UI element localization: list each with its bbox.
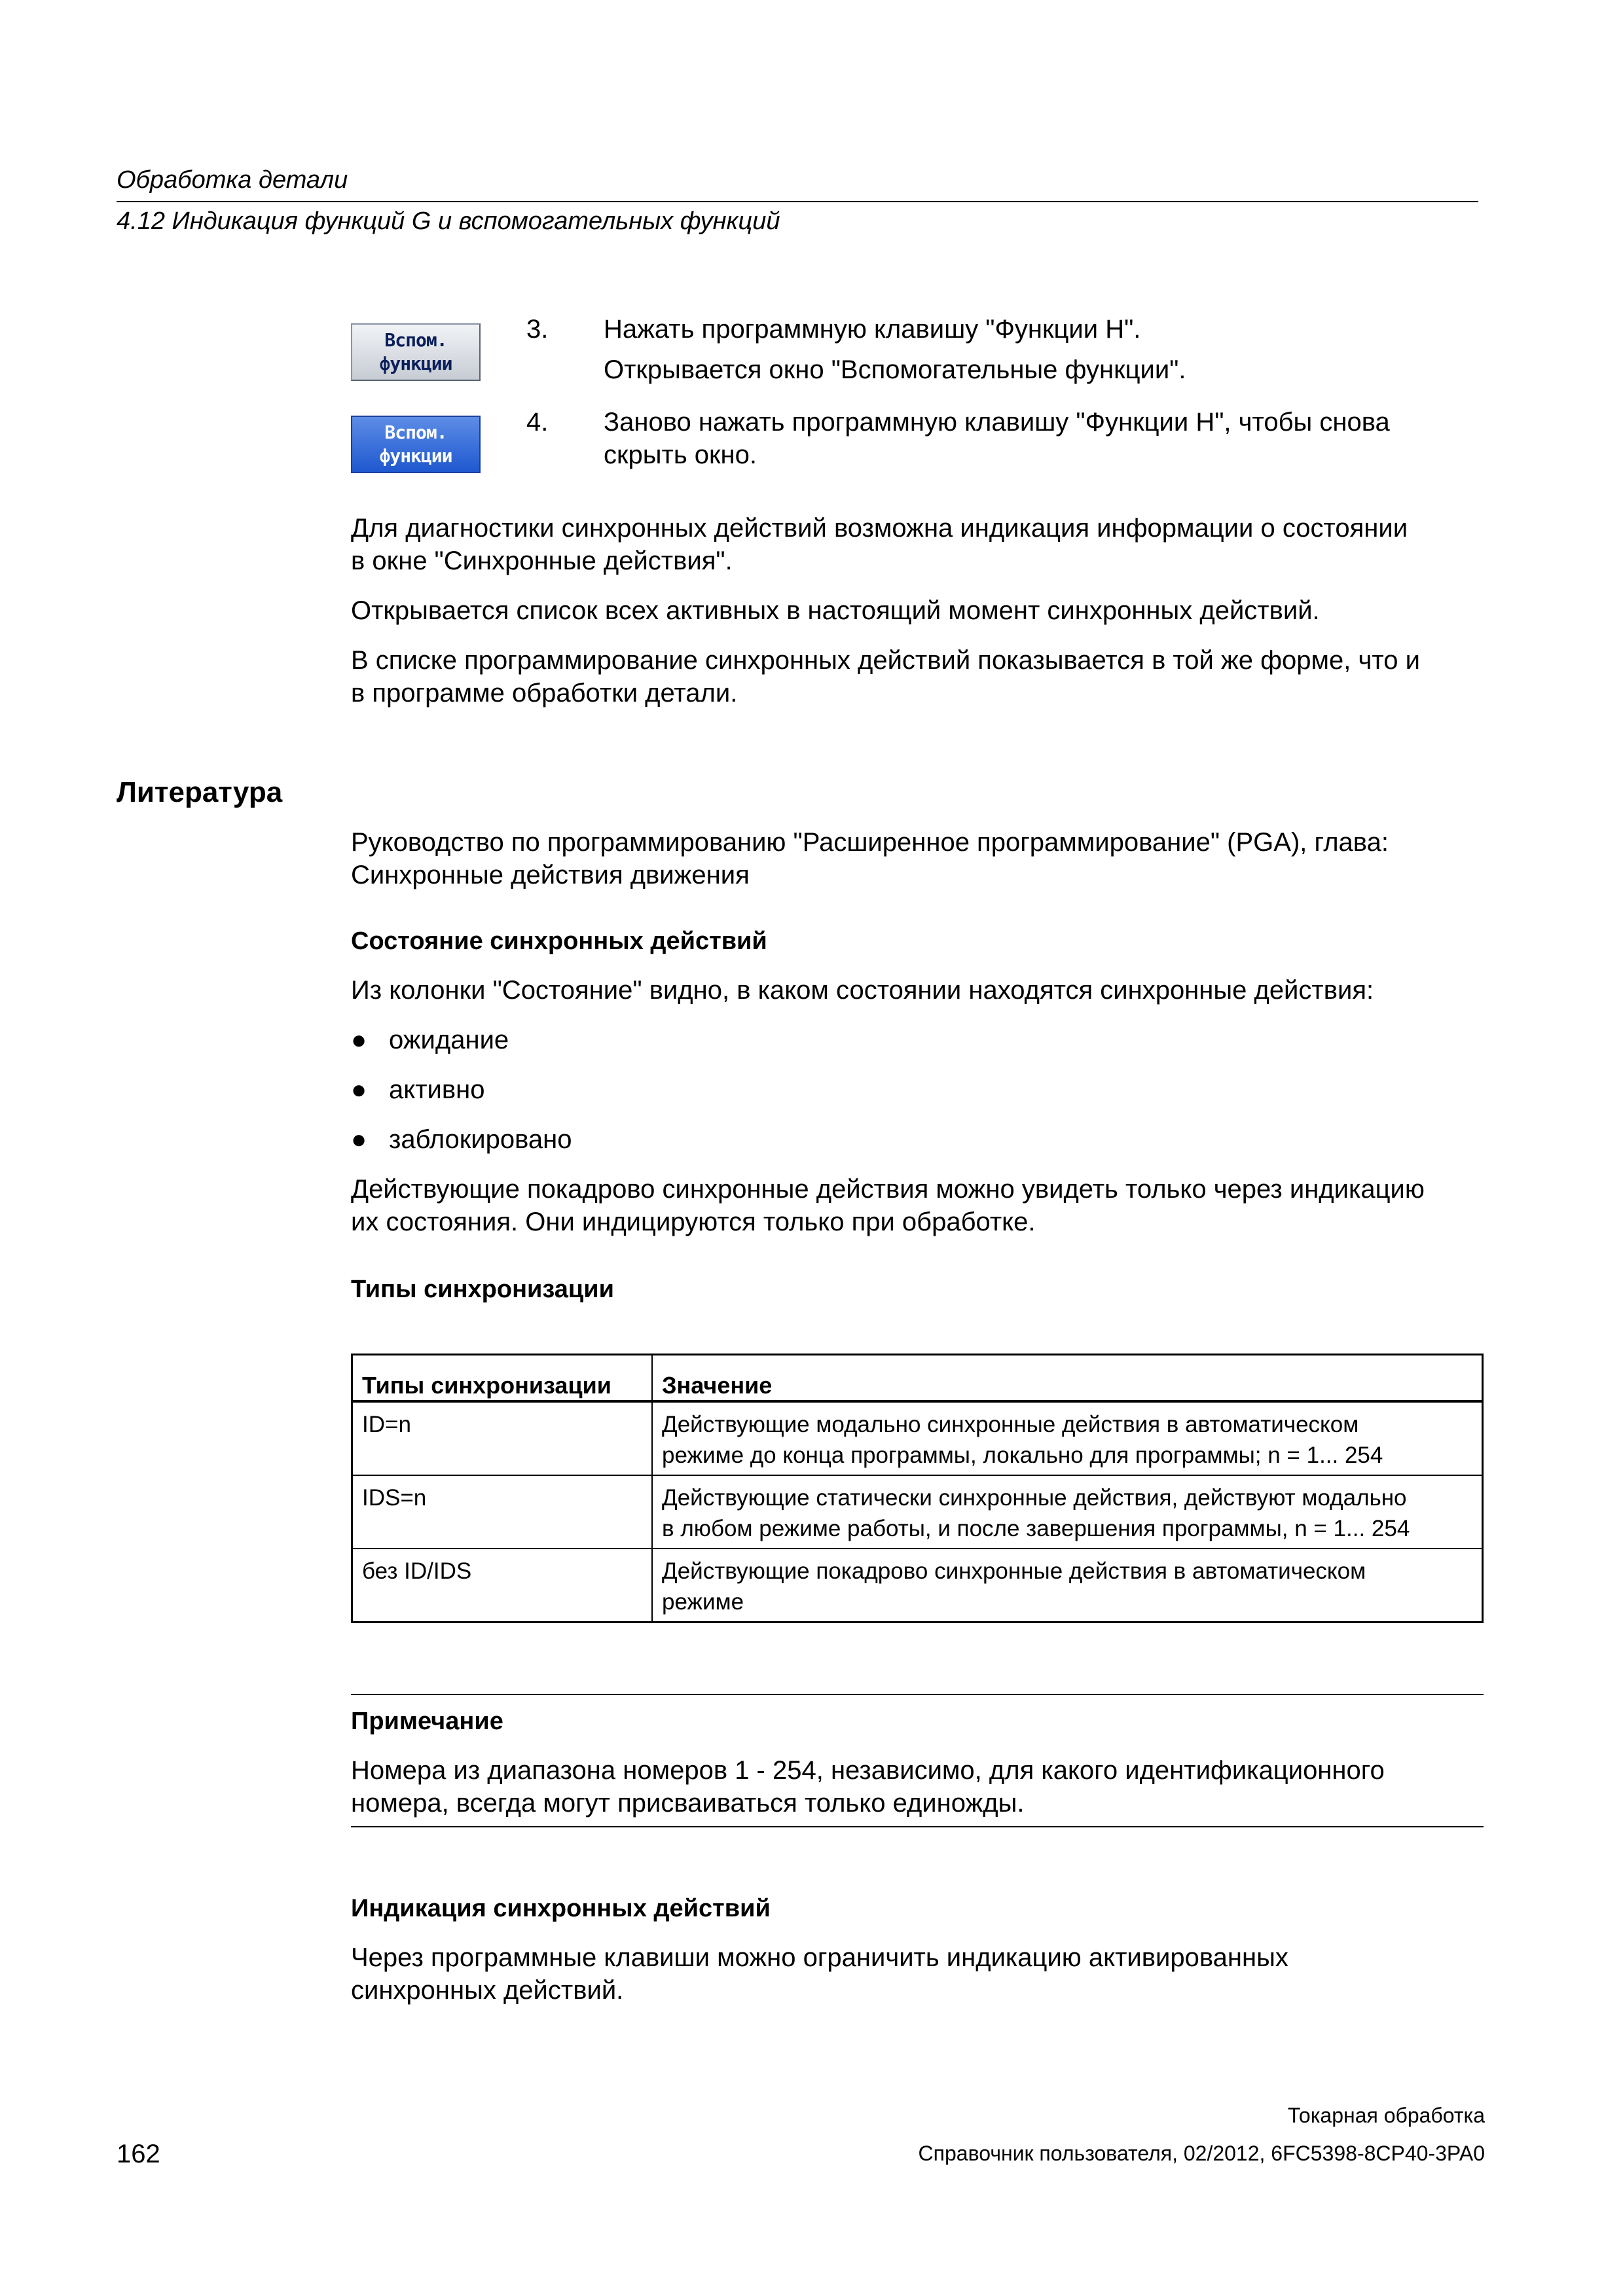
softkey-h-functions-active — [351, 416, 481, 473]
note-title: Примечание — [351, 1708, 503, 1735]
step-text: Нажать программную клавишу "Функции H". — [604, 315, 1141, 344]
step-text: Открывается окно "Вспомогательные функции". — [604, 355, 1186, 384]
list-item: активно — [389, 1075, 485, 1104]
note-text: номера, всегда могут присваиваться только единожды. — [351, 1789, 1025, 1818]
table-header-cell: Значение — [652, 1355, 1483, 1402]
paragraph: Синхронные действия движения — [351, 861, 750, 889]
softkey-label-line1: Вспом. — [384, 422, 447, 443]
softkey-label-line2: функции — [379, 353, 452, 374]
paragraph: в программе обработки детали. — [351, 679, 738, 708]
paragraph: Руководство по программированию "Расширенное программирование" (PGA), глава: — [351, 828, 1389, 857]
list-item: заблокировано — [389, 1125, 572, 1154]
step-number: 4. — [526, 408, 549, 437]
table-cell-meaning — [652, 1475, 1483, 1549]
table-cell-meaning — [652, 1549, 1483, 1623]
cell-line: режиме до конца программы, локально для программы; n = 1... 254 — [662, 1443, 1383, 1468]
subsection-heading: Индикация синхронных действий — [351, 1895, 771, 1922]
paragraph: В списке программирование синхронных действий показывается в той же форме, что и — [351, 646, 1420, 675]
subsection-heading: Типы синхронизации — [351, 1276, 615, 1303]
table-row — [352, 1401, 1483, 1475]
cell-line: в любом режиме работы, и после завершения программы, n = 1... 254 — [662, 1516, 1410, 1541]
paragraph: их состояния. Они индицируются только при обработке. — [351, 1208, 1036, 1236]
table-row — [352, 1475, 1483, 1549]
page-number: 162 — [117, 2140, 160, 2168]
softkey-label-line1: Вспом. — [384, 329, 447, 351]
softkey-h-functions-inactive — [351, 323, 481, 381]
bullet-icon: ● — [351, 1075, 367, 1104]
footer-manual-info: Справочник пользователя, 02/2012, 6FC5398-8CP40-3PA0 — [918, 2142, 1485, 2165]
table-cell-type: без ID/IDS — [352, 1549, 653, 1623]
cell-line: Действующие покадрово синхронные действия в автоматическом — [662, 1558, 1366, 1584]
paragraph: Открывается список всех активных в настоящий момент синхронных действий. — [351, 596, 1320, 625]
header-rule — [117, 201, 1478, 202]
paragraph: Из колонки "Состояние" видно, в каком состоянии находятся синхронные действия: — [351, 976, 1374, 1005]
paragraph: синхронных действий. — [351, 1976, 624, 2005]
note-top-rule — [351, 1694, 1484, 1695]
note-bottom-rule — [351, 1826, 1484, 1827]
bullet-icon: ● — [351, 1125, 367, 1154]
note-text: Номера из диапазона номеров 1 - 254, независимо, для какого идентификационного — [351, 1756, 1385, 1785]
softkey-label-line2: функции — [379, 445, 452, 467]
cell-line: Действующие модально синхронные действия в автоматическом — [662, 1412, 1359, 1437]
running-header-section: 4.12 Индикация функций G и вспомогательных функций — [117, 207, 780, 235]
step-text: скрыть окно. — [604, 440, 757, 469]
paragraph: Для диагностики синхронных действий возможна индикация информации о состоянии — [351, 514, 1408, 543]
paragraph: в окне "Синхронные действия". — [351, 547, 733, 575]
list-item: ожидание — [389, 1026, 509, 1054]
table-cell-type: IDS=n — [352, 1475, 653, 1549]
subsection-heading: Состояние синхронных действий — [351, 927, 767, 955]
table-cell-meaning — [652, 1401, 1483, 1475]
footer-product: Токарная обработка — [1287, 2104, 1485, 2127]
step-text: Заново нажать программную клавишу "Функции H", чтобы снова — [604, 408, 1390, 437]
running-header-chapter: Обработка детали — [117, 166, 348, 194]
paragraph: Через программные клавиши можно ограничить индикацию активированных — [351, 1943, 1288, 1972]
paragraph: Действующие покадрово синхронные действия можно увидеть только через индикацию — [351, 1175, 1425, 1204]
step-number: 3. — [526, 315, 549, 344]
cell-line: режиме — [662, 1589, 744, 1615]
cell-line: Действующие статически синхронные действия, действуют модально — [662, 1485, 1407, 1511]
table-header-row — [352, 1355, 1483, 1402]
bullet-icon: ● — [351, 1026, 367, 1054]
table-header-cell: Типы синхронизации — [352, 1355, 653, 1402]
section-heading: Литература — [117, 776, 283, 808]
table-cell-type: ID=n — [352, 1401, 653, 1475]
sync-types-table — [351, 1354, 1484, 1623]
table-row — [352, 1549, 1483, 1623]
